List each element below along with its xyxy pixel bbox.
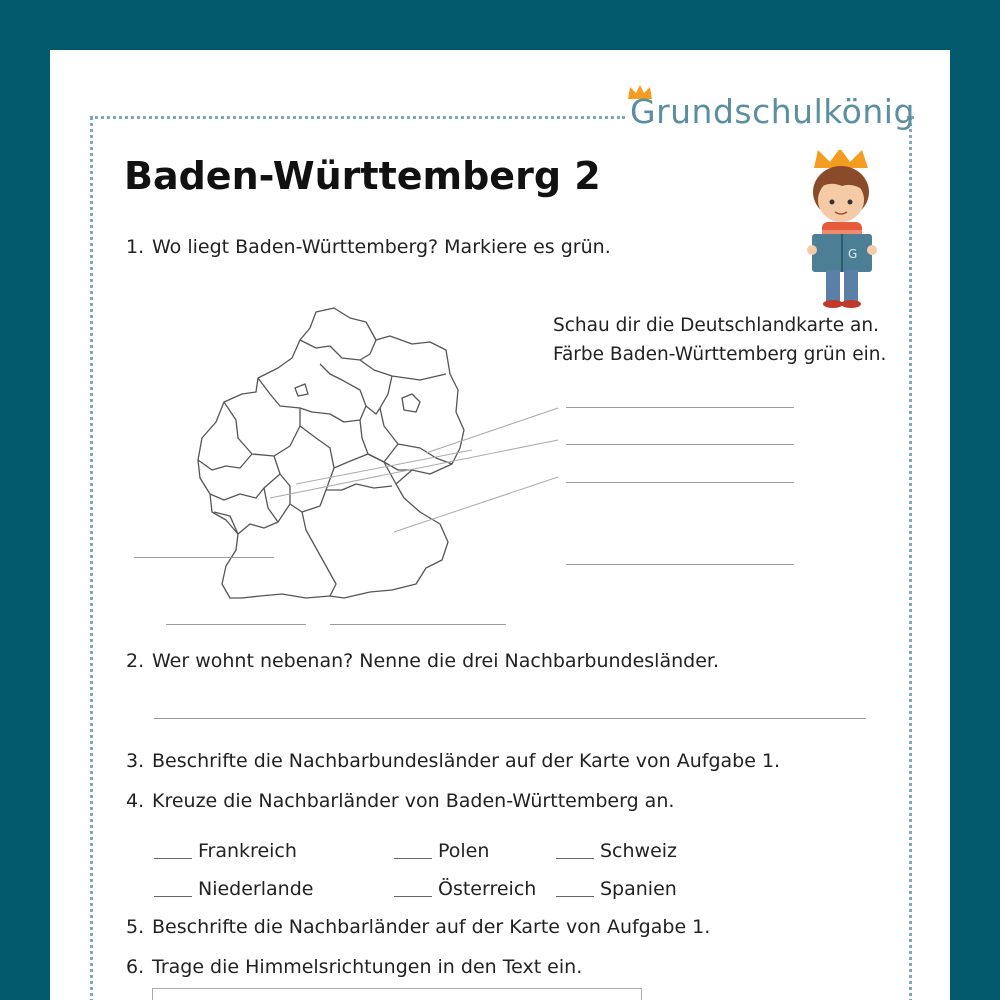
checkbox-line-oesterreich[interactable] — [394, 896, 432, 897]
task-6-number: 6. — [126, 956, 145, 978]
checkbox-line-schweiz[interactable] — [556, 858, 594, 859]
country-niederlande: Niederlande — [198, 878, 314, 900]
task-4-number: 4. — [126, 790, 145, 812]
brand-logo: Grundschulkönig — [630, 92, 915, 131]
hint-line-2: Färbe Baden-Württemberg grün ein. — [553, 344, 887, 365]
country-frankreich: Frankreich — [198, 840, 297, 862]
worksheet — [50, 50, 950, 1000]
leader-line-1 — [426, 408, 558, 453]
answer-line[interactable] — [330, 624, 506, 625]
country-spanien: Spanien — [600, 878, 677, 900]
task-3-number: 3. — [126, 750, 145, 772]
answer-line[interactable] — [566, 444, 794, 445]
task-3-text: Beschrifte die Nachbarbundesländer auf der Karte von Aufgabe 1. — [152, 750, 781, 772]
leader-line-4 — [394, 477, 558, 532]
answer-line[interactable] — [166, 624, 306, 625]
task-2-number: 2. — [126, 650, 145, 672]
answer-line[interactable] — [134, 557, 274, 558]
country-polen: Polen — [438, 840, 490, 862]
text-box — [152, 988, 642, 1000]
country-schweiz: Schweiz — [600, 840, 678, 862]
leader-line-2 — [270, 440, 558, 498]
task-3 — [126, 750, 780, 772]
book-letter: G — [848, 247, 858, 261]
answer-line[interactable] — [566, 564, 794, 565]
task-2-text: Wer wohnt nebenan? Nenne die drei Nachbarbundesländer. — [152, 650, 720, 672]
checkbox-line-polen[interactable] — [394, 858, 432, 859]
checkbox-line-frankreich[interactable] — [154, 858, 192, 859]
task-4-text: Kreuze die Nachbarländer von Baden-Württemberg an. — [152, 790, 675, 812]
hint-line-1: Schau dir die Deutschlandkarte an. — [553, 315, 879, 336]
task-6-text: Trage die Himmelsrichtungen in den Text ein. — [152, 956, 583, 978]
answer-line-task-2[interactable] — [154, 718, 866, 719]
task-5 — [126, 916, 710, 938]
country-oesterreich: Österreich — [438, 878, 537, 900]
answer-line[interactable] — [566, 482, 794, 483]
page-title: Baden-Württemberg 2 — [124, 154, 601, 198]
checkbox-line-niederlande[interactable] — [154, 896, 192, 897]
checkbox-line-spanien[interactable] — [556, 896, 594, 897]
task-4 — [126, 790, 674, 812]
task-1-number: 1. — [126, 236, 145, 258]
task-1-text: Wo liegt Baden-Württemberg? Markiere es grün. — [152, 236, 611, 258]
task-5-text: Beschrifte die Nachbarländer auf der Karte von Aufgabe 1. — [152, 916, 711, 938]
task-6 — [126, 956, 582, 978]
answer-line[interactable] — [566, 407, 794, 408]
task-2 — [126, 650, 719, 672]
leader-line-3 — [296, 450, 472, 484]
task-5-number: 5. — [126, 916, 145, 938]
